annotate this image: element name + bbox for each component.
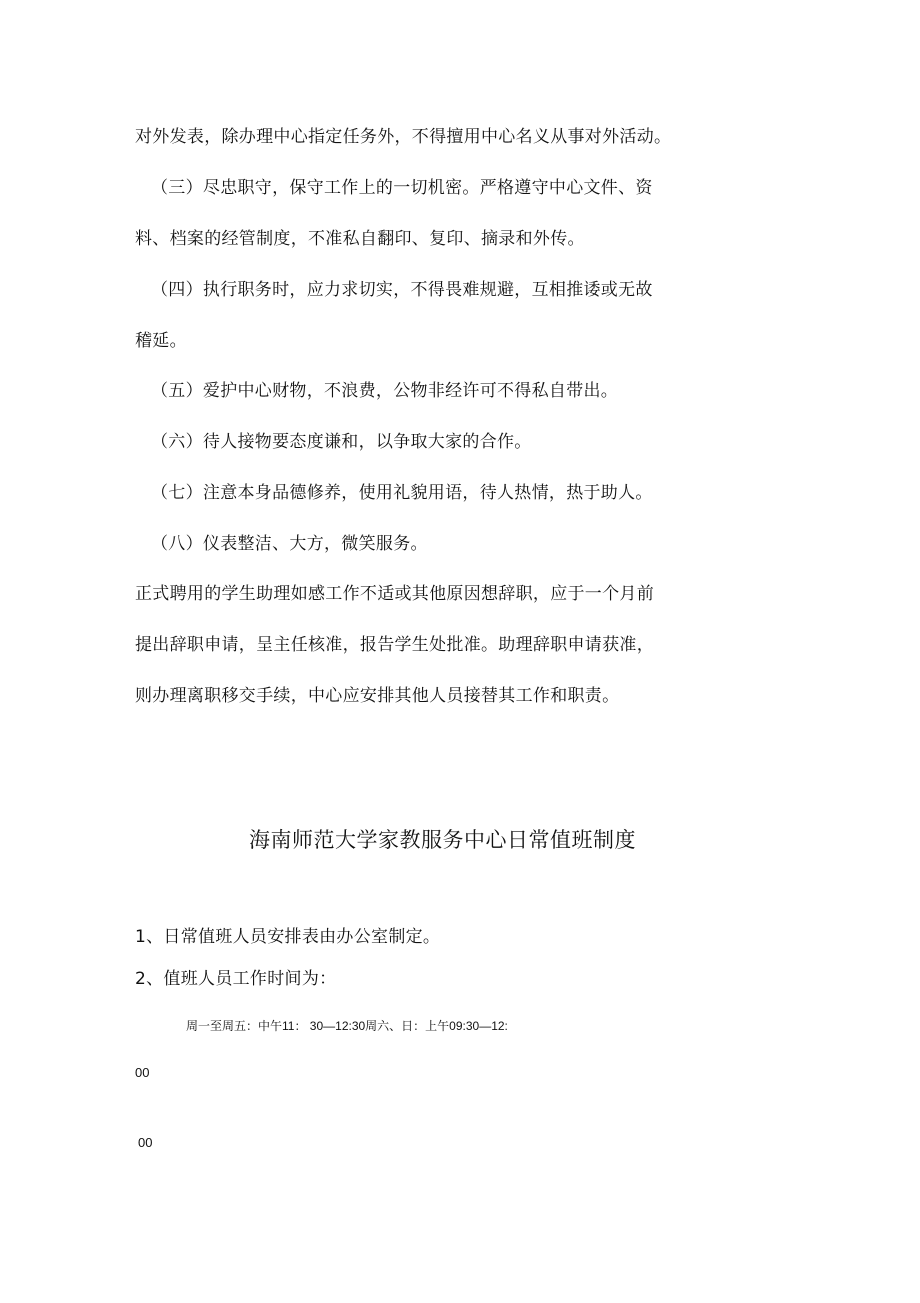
section-title: 海南师范大学家教服务中心日常值班制度 xyxy=(249,828,636,852)
paragraph-line: 对外发表，除办理中心指定任务外，不得擅用中心名义从事对外活动。 xyxy=(135,127,672,147)
paragraph-line: 则办理离职移交手续，中心应安排其他人员接替其工作和职责。 xyxy=(135,686,620,706)
schedule-continuation-repeat: 00 xyxy=(138,1135,153,1150)
list-item: 2、值班人员工作时间为： xyxy=(135,969,337,989)
schedule-continuation: 00 xyxy=(135,1065,150,1080)
paragraph-line: （八）仪表整洁、大方，微笑服务。 xyxy=(151,534,428,554)
paragraph-line: 料、档案的经管制度，不准私自翻印、复印、摘录和外传。 xyxy=(135,229,585,249)
paragraph-line: 正式聘用的学生助理如感工作不适或其他原因想辞职，应于一个月前 xyxy=(135,584,654,604)
list-item: 1、日常值班人员安排表由办公室制定。 xyxy=(135,927,441,947)
paragraph-line: 稽延。 xyxy=(135,331,187,351)
schedule-line: 周一至周五：中午11： 30—12:30周六、日：上午09:30—12: xyxy=(186,1019,508,1033)
paragraph-line: （四）执行职务时，应力求切实，不得畏难规避，互相推诿或无故 xyxy=(151,280,653,300)
paragraph-line: （七）注意本身品德修养，使用礼貌用语，待人热情，热于助人。 xyxy=(151,483,653,503)
paragraph-line: （五）爱护中心财物，不浪费，公物非经许可不得私自带出。 xyxy=(151,381,619,401)
paragraph-line: （三）尽忠职守，保守工作上的一切机密。严格遵守中心文件、资 xyxy=(151,178,653,198)
paragraph-line: （六）待人接物要态度谦和，以争取大家的合作。 xyxy=(151,432,532,452)
paragraph-line: 提出辞职申请，呈主任核准，报告学生处批准。助理辞职申请获准， xyxy=(135,635,654,655)
